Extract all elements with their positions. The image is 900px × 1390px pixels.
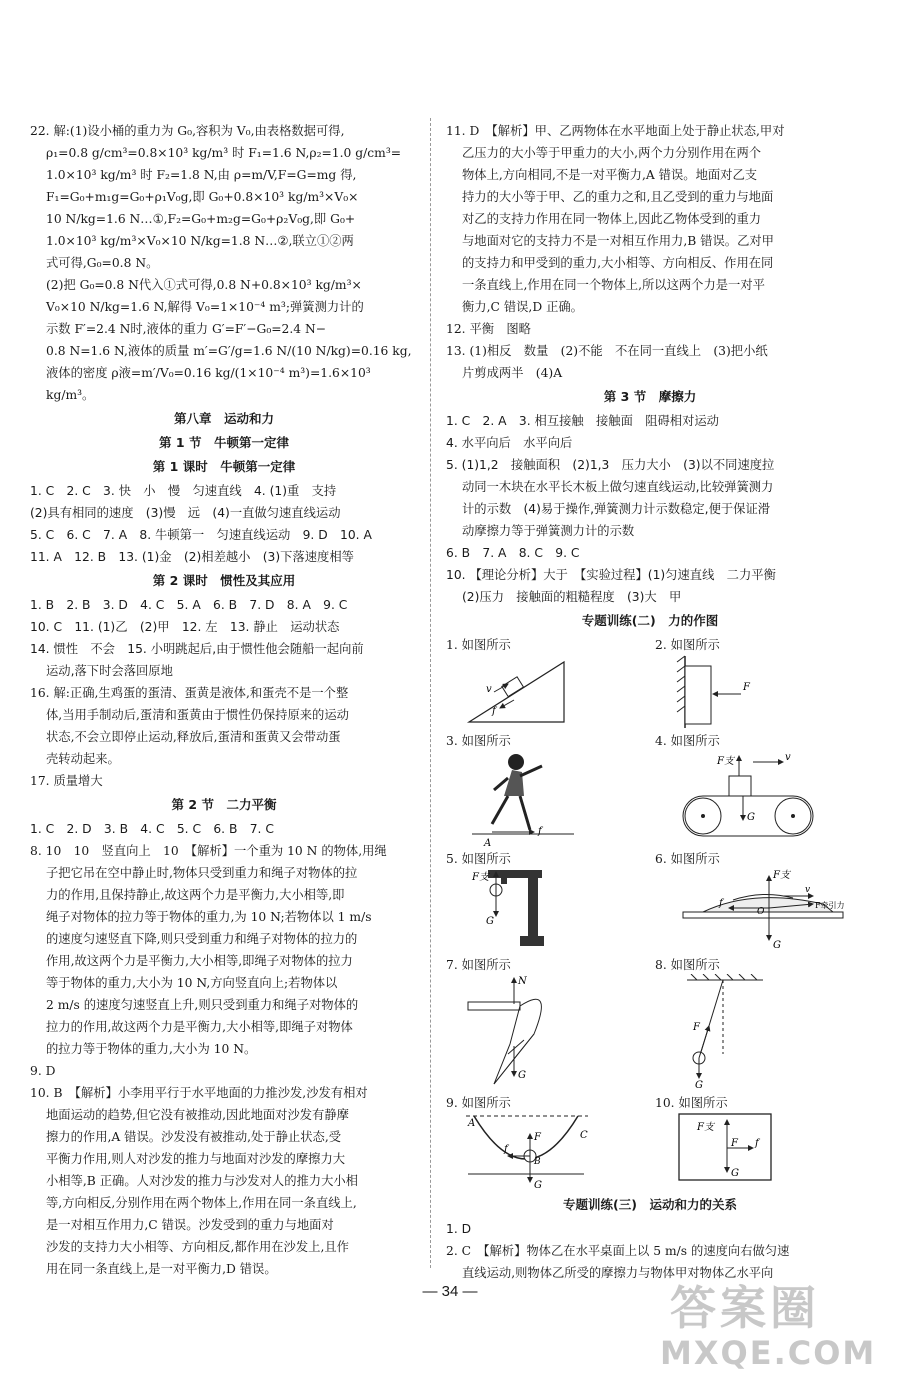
figure-caption: 7. 如图所示 bbox=[446, 958, 511, 972]
watermark-top: 答案圈 bbox=[670, 1281, 820, 1335]
answer-line: 11. A 12. B 13. (1)金 (2)相差越小 (3)下落速度相等 bbox=[30, 550, 354, 564]
lesson-title: 第 1 课时 牛顿第一定律 bbox=[152, 459, 296, 474]
runner-diagram bbox=[464, 750, 584, 846]
text-line: 状态,不会立即停止运动,释放后,蛋清和蛋黄又会带动蛋 bbox=[46, 730, 341, 744]
label-F-support: F支 bbox=[773, 870, 790, 881]
text-line: 片剪成两半 (4)A bbox=[462, 366, 563, 380]
text-line: 式可得,G₀=0.8 N。 bbox=[46, 256, 159, 270]
figure-3 bbox=[446, 730, 645, 848]
answer-line: 1. C 2. A 3. 相互接触 接触面 阻碍相对运动 bbox=[446, 414, 719, 428]
box-forces-diagram bbox=[673, 1112, 783, 1184]
text-line: 直线运动,则物体乙所受的摩擦力与物体甲对物体乙水平向 bbox=[462, 1266, 774, 1280]
text-line: 是一对相互作用力,C 错误。沙发受到的重力与地面对 bbox=[46, 1218, 334, 1232]
text-line: 沙发的支持力大小相等、方向相反,都作用在沙发上,且作 bbox=[46, 1240, 349, 1254]
label-v: v bbox=[785, 752, 791, 763]
label-v: v bbox=[486, 684, 492, 695]
label-F-support: F支 bbox=[472, 872, 489, 883]
label-A: A bbox=[484, 838, 492, 846]
left-column bbox=[30, 120, 418, 1280]
text-line: 用在同一条直线上,是一对平衡力,D 错误。 bbox=[46, 1262, 277, 1276]
answer-line: 计的示数 (4)易于操作,弹簧测力计示数稳定,便于保证滑 bbox=[462, 502, 771, 516]
text-line: 与地面对它的支持力不是一对相互作用力,B 错误。乙对甲 bbox=[462, 234, 774, 248]
text-line: V₀×10 N/kg=1.6 N,解得 V₀=1×10⁻⁴ m³;弹簧测力计的 bbox=[46, 300, 364, 314]
answer-line: 5. C 6. C 7. A 8. 牛顿第一 匀速直线运动 9. D 10. A bbox=[30, 528, 372, 542]
label-G: G bbox=[534, 1180, 542, 1188]
text-line: 9. D bbox=[30, 1064, 56, 1078]
answer-line: (2)压力 接触面的粗糙程度 (3)大 甲 bbox=[462, 590, 682, 604]
label-B: B bbox=[534, 1157, 541, 1167]
text-line: F₁=G₀+m₁g=G₀+ρ₁V₀g,即 G₀+0.8×10³ kg/m³×V₀× bbox=[46, 190, 359, 204]
figure-5 bbox=[446, 848, 645, 954]
text-line: 8. 10 10 竖直向上 10 【解析】一个重为 10 N 的物体,用绳 bbox=[30, 844, 387, 858]
label-O: O bbox=[757, 907, 765, 917]
text-line: 持力的大小等于甲、乙的重力之和,且乙受到的重力与地面 bbox=[462, 190, 774, 204]
section-title: 专题训练(三) 运动和力的关系 bbox=[563, 1197, 737, 1212]
label-C: C bbox=[580, 1130, 588, 1141]
answer-line: 1. D bbox=[446, 1222, 472, 1236]
label-G: G bbox=[695, 1080, 703, 1088]
text-line: 绳子对物体的拉力等于物体的重力,为 10 N;若物体以 1 m/s bbox=[46, 910, 372, 924]
chapter-title: 第八章 运动和力 bbox=[173, 411, 274, 426]
figure-caption: 8. 如图所示 bbox=[655, 958, 720, 972]
figure-1 bbox=[446, 634, 645, 730]
text-line: 擦力的作用,A 错误。沙发没有被推动,处于静止状态,受 bbox=[46, 1130, 342, 1144]
label-f: f bbox=[755, 1138, 759, 1149]
hook-ball-diagram bbox=[464, 868, 584, 950]
text-line: 17. 质量增大 bbox=[30, 774, 103, 788]
train-diagram bbox=[673, 868, 853, 950]
answer-line: 4. 水平向后 水平向后 bbox=[446, 436, 573, 450]
figure-8 bbox=[655, 954, 854, 1092]
answer-line: 6. B 7. A 8. C 9. C bbox=[446, 546, 580, 560]
text-line: 地面运动的趋势,但它没有被推动,因此地面对沙发有静摩 bbox=[46, 1108, 349, 1122]
section-title: 专题训练(二) 力的作图 bbox=[581, 613, 719, 628]
label-G: G bbox=[486, 916, 494, 927]
figure-caption: 5. 如图所示 bbox=[446, 852, 511, 866]
text-line: 10. B 【解析】小李用平行于水平地面的力推沙发,沙发有相对 bbox=[30, 1086, 368, 1100]
answer-line: 动摩擦力等于弹簧测力计的示数 bbox=[462, 524, 635, 538]
answer-line: 动同一木块在水平长木板上做匀速直线运动,比较弹簧测力 bbox=[462, 480, 774, 494]
text-line: 13. (1)相反 数量 (2)不能 不在同一直线上 (3)把小纸 bbox=[446, 344, 768, 358]
text-line: 力的作用,且保持静止,故这两个力是平衡力,大小相等,即 bbox=[46, 888, 345, 902]
answer-line: 14. 惯性 不会 15. 小明跳起后,由于惯性他会随船一起向前 bbox=[30, 642, 364, 656]
text-line: 22. 解:(1)设小桶的重力为 G₀,容积为 V₀,由表格数据可得, bbox=[30, 124, 345, 138]
label-G: G bbox=[773, 940, 781, 950]
conveyor-diagram bbox=[673, 750, 823, 846]
label-G: G bbox=[731, 1168, 739, 1179]
text-line: 10 N/kg=1.6 N…①,F₂=G₀+m₂g=G₀+ρ₂V₀g,即 G₀+ bbox=[46, 212, 356, 226]
figure-6 bbox=[655, 848, 854, 954]
bird-toy-diagram bbox=[464, 974, 584, 1088]
answer-line: 1. C 2. C 3. 快 小 慢 匀速直线 4. (1)重 支持 bbox=[30, 484, 337, 498]
text-line: 拉力的作用,故这两个力是平衡力,大小相等,即绳子对物体 bbox=[46, 1020, 353, 1034]
label-G: G bbox=[747, 812, 755, 823]
text-line: 的速度匀速竖直下降,则只受到重力和绳子对物体的拉力的 bbox=[46, 932, 358, 946]
bowl-ball-diagram bbox=[464, 1112, 594, 1188]
label-N: N bbox=[518, 976, 527, 987]
watermark-bottom: MXQE.COM bbox=[660, 1334, 877, 1372]
wall-block-diagram bbox=[673, 654, 783, 730]
text-line: 11. D 【解析】甲、乙两物体在水平地面上处于静止状态,甲对 bbox=[446, 124, 785, 138]
text-line: 等于物体的重力,大小为 10 N,方向竖直向上;若物体以 bbox=[46, 976, 338, 990]
figure-caption: 1. 如图所示 bbox=[446, 638, 511, 652]
text-line: 小相等,B 正确。人对沙发的推力与沙发对人的推力大小相 bbox=[46, 1174, 358, 1188]
figure-caption: 3. 如图所示 bbox=[446, 734, 511, 748]
label-F-support: F支 bbox=[717, 756, 734, 767]
label-F-traction: F牵引力 bbox=[815, 901, 845, 910]
label-f: f bbox=[492, 706, 496, 717]
label-F: F bbox=[743, 682, 750, 693]
text-line: 1.0×10³ kg/m³×V₀×10 N/kg=1.8 N…②,联立①②两 bbox=[46, 234, 354, 248]
label-F-support: F支 bbox=[697, 1122, 714, 1133]
text-line: 的拉力等于物体的重力,大小为 10 N。 bbox=[46, 1042, 257, 1056]
watermark-logo bbox=[650, 1272, 880, 1382]
text-line: 衡力,C 错误,D 正确。 bbox=[462, 300, 583, 314]
label-A: A bbox=[468, 1118, 476, 1129]
text-line: 2. C 【解析】物体乙在水平桌面上以 5 m/s 的速度向右做匀速 bbox=[446, 1244, 790, 1258]
text-line: (2)把 G₀=0.8 N代入①式可得,0.8 N+0.8×10³ kg/m³× bbox=[46, 278, 362, 292]
figure-caption: 4. 如图所示 bbox=[655, 734, 720, 748]
right-column bbox=[446, 120, 854, 1284]
figure-7 bbox=[446, 954, 645, 1092]
answer-line: 5. (1)1,2 接触面积 (2)1,3 压力大小 (3)以不同速度拉 bbox=[446, 458, 775, 472]
column-divider bbox=[430, 118, 431, 1268]
label-F: F bbox=[731, 1138, 738, 1149]
text-line: 等,方向相反,分别作用在两个物体上,作用在同一条直线上, bbox=[46, 1196, 357, 1210]
figure-9 bbox=[446, 1092, 645, 1192]
text-line: 液体的密度 ρ液=m′/V₀=0.16 kg/(1×10⁻⁴ m³)=1.6×10³ kg/m³。 bbox=[46, 366, 371, 402]
answer-line: 10. 【理论分析】大于 【实验过程】(1)匀速直线 二力平衡 bbox=[446, 568, 776, 582]
label-f: f bbox=[504, 1144, 508, 1155]
answer-line: 1. B 2. B 3. D 4. C 5. A 6. B 7. D 8. A 9. C bbox=[30, 598, 348, 612]
figure-2 bbox=[655, 634, 854, 730]
text-line: 作用,故这两个力是平衡力,大小相等,即绳子对物体的拉力 bbox=[46, 954, 353, 968]
section-title: 第 2 节 二力平衡 bbox=[171, 797, 277, 812]
figure-caption: 2. 如图所示 bbox=[655, 638, 720, 652]
label-G: G bbox=[518, 1070, 526, 1081]
label-f: f bbox=[538, 826, 542, 837]
label-F: F bbox=[693, 1022, 700, 1033]
text-line: 16. 解:正确,生鸡蛋的蛋清、蛋黄是液体,和蛋壳不是一个整 bbox=[30, 686, 349, 700]
text-line: 子把它吊在空中静止时,物体只受到重力和绳子对物体的拉 bbox=[46, 866, 358, 880]
text-line: ρ₁=0.8 g/cm³=0.8×10³ kg/m³ 时 F₁=1.6 N,ρ₂=1.0 g/cm³= bbox=[46, 146, 402, 160]
figure-caption: 10. 如图所示 bbox=[655, 1096, 728, 1110]
text-line: 乙压力的大小等于甲重力的大小,两个力分别作用在两个 bbox=[462, 146, 762, 160]
text-line: 1.0×10³ kg/m³ 时 F₂=1.8 N,由 ρ=m/V,F=G=mg 得, bbox=[46, 168, 357, 182]
label-v: v bbox=[805, 885, 811, 895]
answer-line: 运动,落下时会落回原地 bbox=[46, 664, 173, 678]
lesson-title: 第 2 课时 惯性及其应用 bbox=[152, 573, 296, 588]
text-line: 壳转动起来。 bbox=[46, 752, 120, 766]
text-line: 的支持力和甲受到的重力,大小相等、方向相反、作用在同 bbox=[462, 256, 774, 270]
incline-diagram bbox=[464, 654, 574, 726]
section-title: 第 3 节 摩擦力 bbox=[603, 389, 697, 404]
text-line: 体,当用手制动后,蛋清和蛋黄由于惯性仍保持原来的运动 bbox=[46, 708, 349, 722]
label-F: F bbox=[534, 1132, 541, 1143]
q22 bbox=[30, 120, 418, 406]
answer-line: (2)具有相同的速度 (3)慢 远 (4)一直做匀速直线运动 bbox=[30, 506, 341, 520]
text-line: 一条直线上,作用在同一个物体上,所以这两个力是一对平 bbox=[462, 278, 765, 292]
section-title: 第 1 节 牛顿第一定律 bbox=[159, 435, 289, 450]
figure-10 bbox=[655, 1092, 854, 1192]
figure-caption: 6. 如图所示 bbox=[655, 852, 720, 866]
text-line: 2 m/s 的速度匀速竖直上升,则只受到重力和绳子对物体的 bbox=[46, 998, 359, 1012]
answer-line: 10. C 11. (1)乙 (2)甲 12. 左 13. 静止 运动状态 bbox=[30, 620, 340, 634]
text-line: 平衡力作用,则人对沙发的推力与地面对沙发的摩擦力大 bbox=[46, 1152, 346, 1166]
text-line: 12. 平衡 图略 bbox=[446, 322, 531, 336]
figure-4 bbox=[655, 730, 854, 848]
text-line: 0.8 N=1.6 N,液体的质量 m′=G′/g=1.6 N/(10 N/kg)=0.16 kg, bbox=[46, 344, 412, 358]
label-f: f bbox=[719, 898, 723, 909]
figure-caption: 9. 如图所示 bbox=[446, 1096, 511, 1110]
text-line: 示数 F′=2.4 N时,液体的重力 G′=F′−G₀=2.4 N− bbox=[46, 322, 327, 336]
figure-grid bbox=[446, 634, 854, 1192]
pendulum-diagram bbox=[673, 974, 793, 1088]
page-number: — 34 — bbox=[422, 1283, 478, 1300]
text-line: 物体上,方向相同,不是一对平衡力,A 错误。地面对乙支 bbox=[462, 168, 758, 182]
answer-line: 1. C 2. D 3. B 4. C 5. C 6. B 7. C bbox=[30, 822, 274, 836]
text-line: 对乙的支持力作用在同一物体上,因此乙物体受到的重力 bbox=[462, 212, 762, 226]
